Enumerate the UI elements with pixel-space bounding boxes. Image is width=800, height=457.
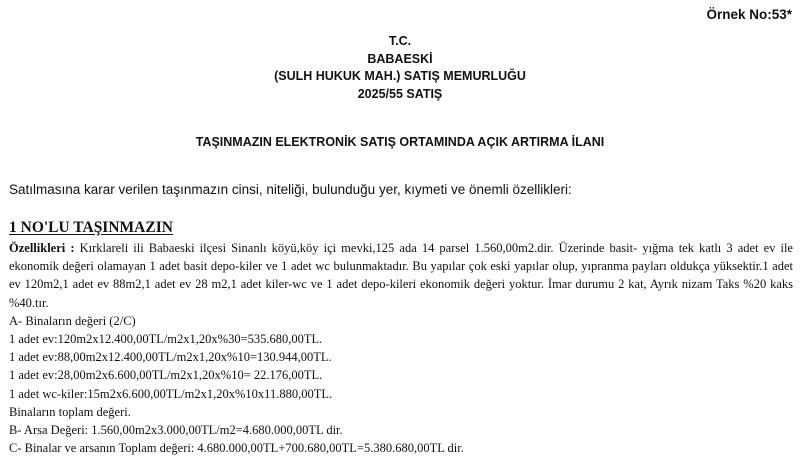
buildings-value-heading: A- Binaların değeri (2/C) [9, 313, 136, 328]
buildings-total-line: Binaların toplam değeri. [9, 404, 131, 419]
sample-number: Örnek No:53* [706, 7, 792, 22]
header-office: (SULH HUKUK MAH.) SATIŞ MEMURLUĞU [274, 69, 526, 83]
calculation-line: 1 adet ev:28,00m2x6.600,00TL/m2x1,20x%10= 22.176,00TL. [9, 368, 323, 383]
intro-paragraph: Satılmasına karar verilen taşınmazın cinsi, niteliği, bulunduğu yer, kıymeti ve önemli özellikleri: [9, 182, 572, 197]
header-country: T.C. [388, 34, 412, 48]
header-file-number: 2025/55 SATIŞ [357, 86, 443, 101]
document-title: TAŞINMAZIN ELEKTRONİK SATIŞ ORTAMINDA AÇIK ARTIRMA İLANI [195, 135, 605, 149]
calculation-line: 1 adet ev:88,00m2x12.400,00TL/m2x1,20x%10=130.944,00TL. [9, 350, 332, 365]
document-header [0, 33, 800, 103]
features-label: Özellikleri : [9, 241, 75, 255]
section-heading: 1 NO'LU TAŞINMAZIN [9, 219, 173, 236]
land-value-line: B- Arsa Değeri: 1.560,00m2x3.000,00TL/m2=4.680.000,00TL dir. [9, 423, 343, 438]
total-value-line: C- Binalar ve arsanın Toplam değeri: 4.680.000,00TL+700.680,00TL=5.380.680,00TL dir. [9, 441, 464, 456]
calculation-line: 1 adet ev:120m2x12.400,00TL/m2x1,20x%30=535.680,00TL. [9, 332, 323, 347]
features-paragraph [9, 239, 793, 312]
calculation-line: 1 adet wc-kiler:15m2x6.600,00TL/m2x1,20x%10x11.880,00TL. [9, 386, 333, 401]
features-text: Kırklareli ili Babaeski ilçesi Sinanlı köyü,köy içi mevki,125 ada 14 parsel 1.560,00m2.dir. Üzerinde basit- yığma tek katlı 3 adet ev ile ekonomik değeri olamayan 1 adet basit depo-kiler ve 1 adet wc bulunmaktadır. Bu yapılar çok eski yapılar olup, yıpranma payları oldukça yüksektir.1 adet ev 120m2,1 adet ev 88m2,1 adet ev 28 m2,1 adet kiler-wc ve 1 adet depo-kileri ekonomik değeri yoktur. İmar durumu 2 kat, Ayrık nizam Taks %20 kaks %40.tır. [9, 241, 793, 310]
header-district: BABAESKİ [367, 51, 433, 66]
section-body [9, 239, 793, 457]
